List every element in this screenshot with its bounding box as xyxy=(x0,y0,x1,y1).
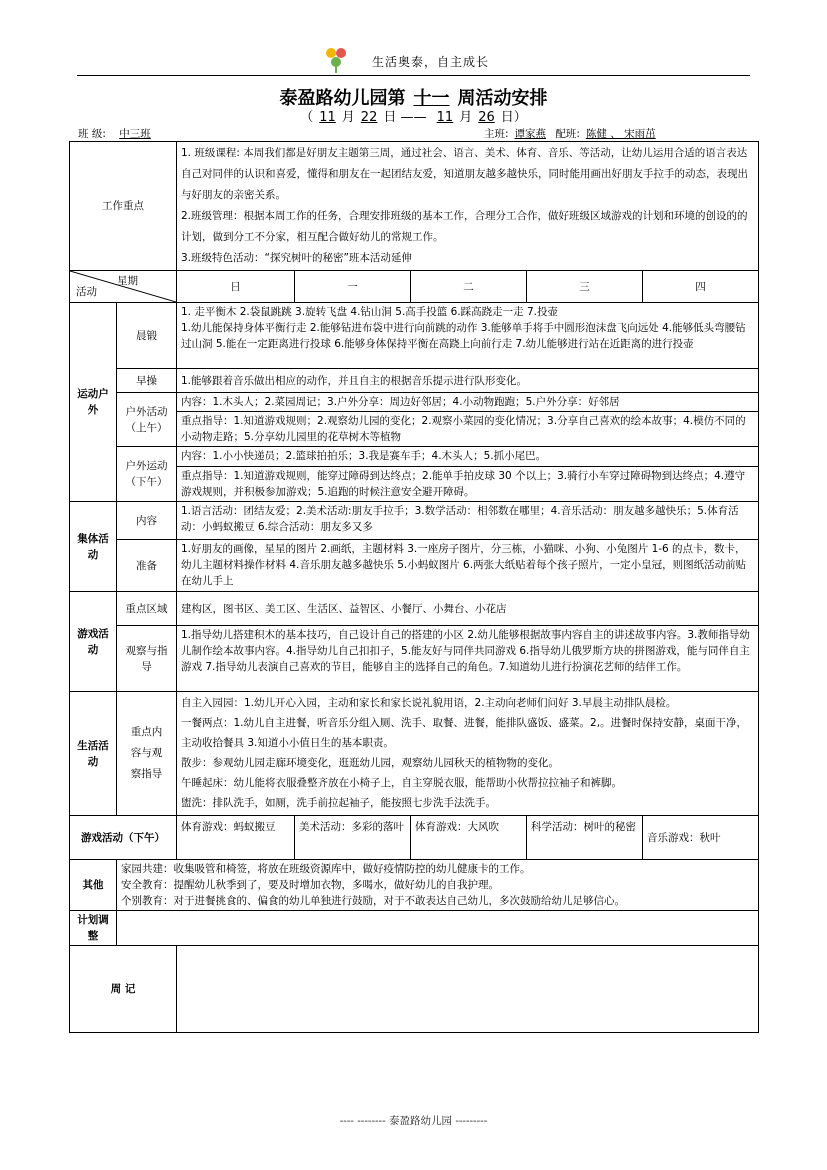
day-col-4: 三 xyxy=(527,271,643,303)
day-col-3: 二 xyxy=(411,271,527,303)
other-content xyxy=(117,860,759,911)
outdoor-pm-focus: 重点指导：1.知道游戏规则，能穿过障碍到达终点；2.能单手拍皮球 30 个以上；3.骑行小车穿过障碍物到达终点；4.遵守游戏规则，并积极参加游戏；5.追跑的时候注意安全避开障碍。 xyxy=(177,467,759,502)
group-activity-label: 集体活动 xyxy=(70,502,117,592)
day-char: 日 xyxy=(500,110,514,125)
life-line-3: 散步：参观幼儿园走廊环境变化，逛逛幼儿园，观察幼儿园秋天的植物物的变化。 xyxy=(181,757,559,769)
group-content-label: 内容 xyxy=(117,502,177,540)
work-focus-label: 工作重点 xyxy=(70,142,177,271)
schedule-table xyxy=(69,141,759,1033)
plan-adjust-text xyxy=(117,911,759,946)
other-line-2: 安全教育：提醒幼儿秋季到了，要及时增加衣物，多喝水，做好幼儿的自我护理。 xyxy=(121,879,499,891)
class-info xyxy=(78,126,199,141)
day-col-5: 四 xyxy=(643,271,759,303)
outdoor-am-focus: 重点指导：1.知道游戏规则；2.观察幼儿园的变化；2.观察小菜园的变化情况；3.分享自己喜欢的绘本故事；4.模仿不同的小动物走路；5.分享幼儿园里的花草树木等植物 xyxy=(177,412,759,447)
other-line-3: 个别教育：对于进餐挑食的、偏食的幼儿单独进行鼓励，对于不敢表达自己幼儿，多次鼓励给幼儿足够信心。 xyxy=(121,895,625,907)
life-line-2: 一餐两点：1.幼儿自主进餐，听音乐分组入厕、洗手、取餐、进餐，能排队盛饭、盛菜。2,。进餐时保持安静，桌面干净，主动收拾餐具 3.知道小小值日生的基本职责。 xyxy=(181,717,748,749)
class-label: 班 级: xyxy=(78,128,106,140)
date-close: ） xyxy=(513,110,527,125)
assist-label: 配班: xyxy=(555,128,580,140)
start-month: 11 xyxy=(319,110,336,125)
kindergarten-logo xyxy=(321,44,351,74)
outdoor-pm-label: 户外运动（下午） xyxy=(117,447,177,502)
life-line-1: 自主入园园：1.幼儿开心入园，主动和家长和家长说礼貌用语，2.主动向老师们问好 3.早晨主动排队晨检。 xyxy=(181,697,677,709)
pm-games-label: 游戏活动（下午） xyxy=(70,816,177,860)
class-value: 中三班 xyxy=(119,128,151,140)
life-line-4: 午睡起床：幼儿能将衣服叠整齐放在小椅子上，自主穿脱衣服，能帮助小伙帮拉拉袖子和裤脚。 xyxy=(181,777,622,789)
teacher-label: 主班: xyxy=(484,128,509,140)
morning-drill-text: 1.能够跟着音乐做出相应的动作，并且自主的根据音乐提示进行队形变化。 xyxy=(177,369,759,393)
start-day: 22 xyxy=(360,110,378,125)
group-prep-label: 准备 xyxy=(117,540,177,592)
header-divider xyxy=(77,75,750,76)
plan-adjust-label: 计划调整 xyxy=(70,911,117,946)
pm-game-5: 音乐游戏：秋叶 xyxy=(643,816,759,860)
end-month: 11 xyxy=(436,110,454,125)
day-header-corner xyxy=(70,271,177,303)
weekly-notes-text xyxy=(177,946,759,1033)
outdoor-am-label: 户外活动（上午） xyxy=(117,393,177,447)
date-sep: —— xyxy=(400,110,427,125)
work-focus-p1: 1. 班级课程: 本周我们都是好朋友主题第三周，通过社会、语言、美术、体育、音乐、等活动，让幼儿运用合适的语言表达自己对同伴的认识和喜爱，懂得和朋友在一起团结友爱，知道朋友越多越快乐，同时能用画出好朋友手拉手的动态，表现出与好朋友的亲密关系。 xyxy=(181,147,748,201)
pm-game-3: 体育游戏：大风吹 xyxy=(411,816,527,860)
pm-game-2: 美术活动：多彩的落叶 xyxy=(295,816,411,860)
group-content-text: 1.语言活动：团结友爱；2.美术活动:朋友手拉手；3.数学活动：相邻数在哪里；4.音乐活动：朋友越多越快乐；5.体育活动：小蚂蚁搬豆 6.综合活动：朋友多又多 xyxy=(177,502,759,540)
work-focus-content xyxy=(177,142,759,271)
day-char: 日 xyxy=(383,110,397,125)
pm-game-4: 科学活动：树叶的秘密 xyxy=(527,816,643,860)
morning-exercise-text: 1. 走平衡木 2.袋鼠跳跳 3.旋转飞盘 4.钻山洞 5.高手投篮 6.踩高跷走一走 7.投壶 1.幼儿能保持身体平衡行走 2.能够钻进布袋中进行向前跳的动作 3.能够单手将手中圆形泡沫盘飞向远处 4.能够低头弯腰钻过山洞 5.能在一定距离进行投球 6.能够身体保持平衡在高跷上向前行走 7.幼儿能够进行站在近距离的进行投壶 xyxy=(177,303,759,369)
play-area-text: 建构区，图书区、美工区、生活区、益智区、小餐厅、小舞台、小花店 xyxy=(177,592,759,626)
date-open: （ xyxy=(300,110,314,125)
morning-drill-label: 早操 xyxy=(117,369,177,393)
date-range xyxy=(0,106,827,125)
life-activity-label: 生活活动 xyxy=(70,692,117,816)
outdoor-am-content: 内容：1.木头人；2.菜园周记；3.户外分享：周边好邻居；4.小动物跑跑；5.户外分享：好邻居 xyxy=(177,393,759,412)
play-guide-text: 1.指导幼儿搭建积木的基本技巧，自己设计自己的搭建的小区 2.幼儿能够根据故事内容自主的讲述故事内容。3.教师指导幼儿制作绘本故事内容。4.指导幼儿自己扣扣子，5.能友好与同伴共同游戏 6.指导幼儿俄罗斯方块的拼图游戏，能与同伴自主游戏 7.指导幼儿表演自己喜欢的节目，能够自主的选择自己的角色。7.知道幼儿进行扮演花艺师的结伴工作。 xyxy=(177,626,759,692)
play-area-label: 重点区域 xyxy=(117,592,177,626)
title-suffix: 周活动安排 xyxy=(457,88,548,109)
outdoor-pm-content: 内容：1.小小快递员；2.篮球拍拍乐；3.我是赛车手；4.木头人；5.抓小尾巴。 xyxy=(177,447,759,467)
teacher-value: 谭家燕 xyxy=(514,128,547,140)
life-line-5: 盥洗：排队洗手，如厕，洗手前拉起袖子，能按照七步洗手法洗手。 xyxy=(181,797,496,809)
title-prefix: 泰盈路幼儿园第 xyxy=(279,88,406,109)
end-day: 26 xyxy=(478,110,495,125)
other-line-1: 家园共建：收集吸管和椅签，将放在班级资源库中，做好疫情防控的幼儿健康卡的工作。 xyxy=(121,863,531,875)
play-guide-label: 观察与指导 xyxy=(117,626,177,692)
page-footer: ---- -------- 泰盈路幼儿园 --------- xyxy=(339,1115,488,1127)
day-col-1: 日 xyxy=(177,271,295,303)
life-content xyxy=(177,692,759,816)
week-label: 星期 xyxy=(117,275,138,287)
life-side-label: 重点内容与观察指导 xyxy=(117,692,177,816)
month-char: 月 xyxy=(341,110,355,125)
play-activity-label: 游戏活动 xyxy=(70,592,117,692)
assist-value: 陈健 、 宋雨茁 xyxy=(585,128,656,140)
day-col-2: 一 xyxy=(295,271,411,303)
weekly-notes-label: 周 记 xyxy=(70,946,177,1033)
outdoor-label: 运动户外 xyxy=(70,303,117,502)
work-focus-p2: 2.班级管理：根据本周工作的任务，合理安排班级的基本工作，合理分工合作，做好班级区域游戏的计划和环境的创设的的计划，做到分工不分家，相互配合做好幼儿的常规工作。 xyxy=(181,210,748,243)
group-prep-text: 1.好朋友的画像，星星的图片 2.画纸，主题材料 3.一座房子图片，分三栋，小猫咪、小狗、小兔图片 1-6 的点卡，数卡，幼儿主题材料操作材料 4.音乐朋友越多越快乐 5.小蚂蚁图片 6.两张大纸贴着每个孩子照片，一定小皇冠，则图纸活动前贴在幼儿手上 xyxy=(177,540,759,592)
motto: 生活奥泰，自主成长 xyxy=(372,55,490,69)
activity-label: 活动 xyxy=(76,286,97,298)
month-char: 月 xyxy=(459,110,473,125)
week-number: 十一 xyxy=(413,88,450,109)
morning-exercise-label: 晨锻 xyxy=(117,303,177,369)
work-focus-p3: 3.班级特色活动：“探究树叶的秘密”班本活动延伸 xyxy=(181,252,412,264)
staff-info xyxy=(484,126,662,141)
other-label: 其他 xyxy=(70,860,117,911)
pm-game-1: 体育游戏：蚂蚁搬豆 xyxy=(177,816,295,860)
